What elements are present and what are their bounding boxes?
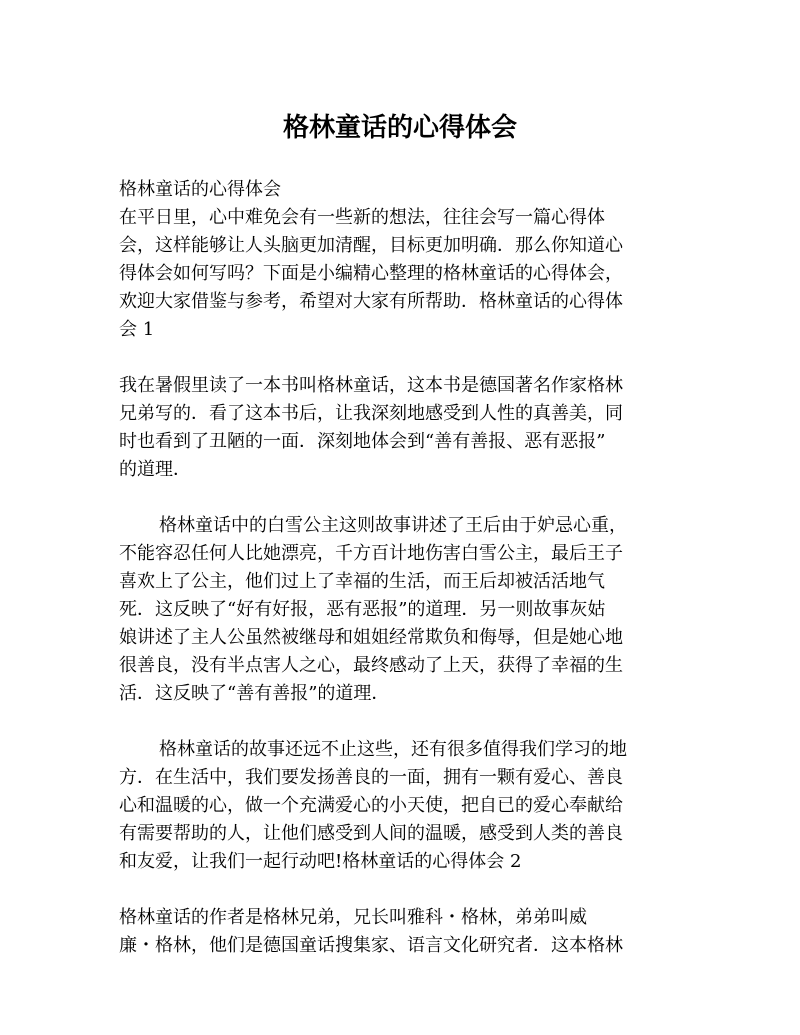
- text-line: 时也看到了丑陋的一面．深刻地体会到“善有善报、恶有恶报”: [119, 431, 606, 452]
- text-line: 我在暑假里读了一本书叫格林童话，这本书是德国著名作家格林: [119, 375, 623, 396]
- text-line: 得体会如何写吗？下面是小编精心整理的格林童话的心得体会，: [119, 263, 623, 284]
- paragraph-gap: [119, 344, 709, 372]
- paragraph-gap: [119, 484, 709, 512]
- text-line: 和友爱，让我们一起行动吧!格林童话的心得体会 2: [119, 851, 522, 872]
- text-line: 很善良，没有半点害人之心，最终感动了上天，获得了幸福的生: [119, 655, 623, 676]
- text-line: 格林童话的心得体会: [119, 179, 281, 200]
- text-line: 活．这反映了“善有善报”的道理．: [119, 683, 390, 704]
- text-line: 欢迎大家借鉴与参考，希望对大家有所帮助．格林童话的心得体: [119, 291, 623, 312]
- text-line: 有需要帮助的人，让他们感受到人间的温暖，感受到人类的善良: [119, 823, 623, 844]
- text-line: 死．这反映了“好有好报，恶有恶报”的道理．另一则故事灰姑: [119, 599, 606, 620]
- text-line: 格林童话的故事还远不止这些，还有很多值得我们学习的地: [159, 739, 627, 760]
- text-line: 会 1: [119, 319, 155, 340]
- text-line: 心和温暖的心，做一个充满爱心的小天使，把自已的爱心奉献给: [119, 795, 623, 816]
- text-line: 廉・格林，他们是德国童话搜集家、语言文化研究者．这本格林: [119, 935, 623, 956]
- text-line: 的道理．: [119, 459, 191, 480]
- text-line: 兄弟写的．看了这本书后，让我深刻地感受到人性的真善美，同: [119, 403, 623, 424]
- text-line: 不能容忍任何人比她漂亮，千方百计地伤害白雪公主，最后王子: [119, 543, 623, 564]
- text-line: 格林童话的作者是格林兄弟，兄长叫雅科・格林，弟弟叫威: [119, 907, 587, 928]
- text-line: 方．在生活中，我们要发扬善良的一面，拥有一颗有爱心、善良: [119, 767, 623, 788]
- text-line: 在平日里，心中难免会有一些新的想法，往往会写一篇心得体: [119, 207, 605, 228]
- paragraph-gap: [119, 876, 709, 904]
- document-title: 格林童话的心得体会: [282, 113, 517, 143]
- document-body: [119, 176, 709, 960]
- text-line: 喜欢上了公主，他们过上了幸福的生活，而王后却被活活地气: [119, 571, 605, 592]
- text-line: 会，这样能够让人头脑更加清醒，目标更加明确．那么你知道心: [119, 235, 623, 256]
- text-line: 娘讲述了主人公虽然被继母和姐姐经常欺负和侮辱，但是她心地: [119, 627, 623, 648]
- paragraph-gap: [119, 708, 709, 736]
- text-line: 格林童话中的白雪公主这则故事讲述了王后由于妒忌心重，: [159, 515, 627, 536]
